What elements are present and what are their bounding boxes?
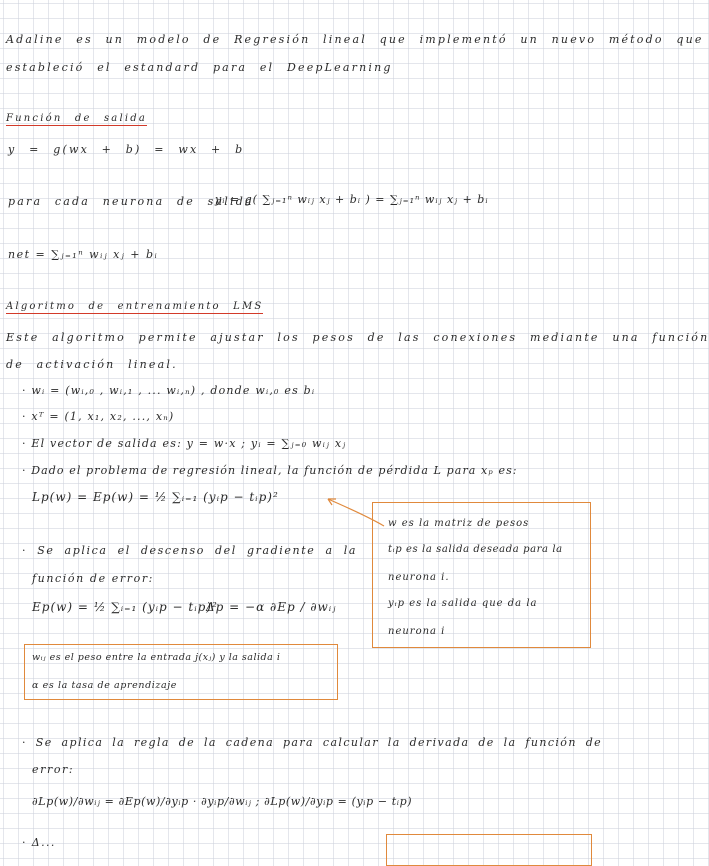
equation-chain-rule: ∂Lp(w)/∂wᵢⱼ = ∂Ep(w)/∂yᵢp · ∂yᵢp/∂wᵢⱼ ; ∂Lp(w)/∂yᵢp = (yᵢp − tᵢp) [32,795,413,808]
bullet-output-vector: · El vector de salida es: y = w·x ; yᵢ = ∑ⱼ₌₀ wᵢⱼ xⱼ [22,437,347,450]
note-neuron-1: neurona i. [388,572,450,583]
lms-paragraph-2: de activación lineal. [6,358,178,371]
bullet-gradient-descent: · Se aplica el descenso del gradiente a la [22,544,357,557]
label-each-neuron: para cada neurona de salida [8,195,254,208]
bullet-cut-off: · Δ... [22,836,56,849]
equation-error: Ep(w) = ½ ∑ᵢ₌₁ (yᵢp − tᵢp)² [32,600,218,614]
equation-delta: Δp = −α ∂Ep / ∂wᵢⱼ [206,600,337,614]
chain-rule-continued: error: [32,763,75,776]
heading-lms: Algoritmo de entrenamiento LMS [6,301,264,312]
intro-line-1: Adaline es un modelo de Regresión lineal que implementó un nuevo método que [6,33,704,46]
note-learning-rate: α es la tasa de aprendizaje [32,680,178,691]
gradient-descent-continued: función de error: [32,572,154,585]
note-box-cut-off [386,834,592,866]
bullet-chain-rule: · Se aplica la regla de la cadena para calcular la derivada de la función de [22,736,603,749]
equation-each-neuron: yᵢ = g( ∑ⱼ₌₁ⁿ wᵢⱼ xⱼ + bᵢ ) = ∑ⱼ₌₁ⁿ wᵢⱼ xⱼ + bᵢ [215,193,489,206]
equation-output: y = g(wx + b) = wx + b [8,143,245,156]
bullet-loss-problem: · Dado el problema de regresión lineal, la función de pérdida L para xₚ es: [22,464,518,477]
lms-paragraph-1: Este algoritmo permite ajustar los pesos de las conexiones mediante una función [6,331,709,344]
note-desired-output: tᵢp es la salida deseada para la [388,544,563,555]
heading-output-function: Función de salida [6,113,148,124]
equation-loss: Lp(w) = Ep(w) = ½ ∑ᵢ₌₁ (yᵢp − tᵢp)² [32,490,279,504]
bullet-weights: · wᵢ = (wᵢ,₀ , wᵢ,₁ , ... wᵢ,ₙ) , donde wᵢ,₀ es bᵢ [22,384,316,397]
bullet-input-vector: · xᵀ = (1, x₁, x₂, ..., xₙ) [22,410,175,423]
note-matrix: w es la matriz de pesos [388,518,530,529]
note-neuron-2: neurona i [388,626,446,637]
note-actual-output: yᵢp es la salida que da la [388,598,538,609]
equation-net: net = ∑ⱼ₌₁ⁿ wᵢⱼ xⱼ + bᵢ [8,248,159,261]
note-weight-def: wᵢⱼ es el peso entre la entrada j(xⱼ) y la salida i [32,652,281,663]
intro-line-2: estableció el estandard para el DeepLearning [6,61,393,74]
